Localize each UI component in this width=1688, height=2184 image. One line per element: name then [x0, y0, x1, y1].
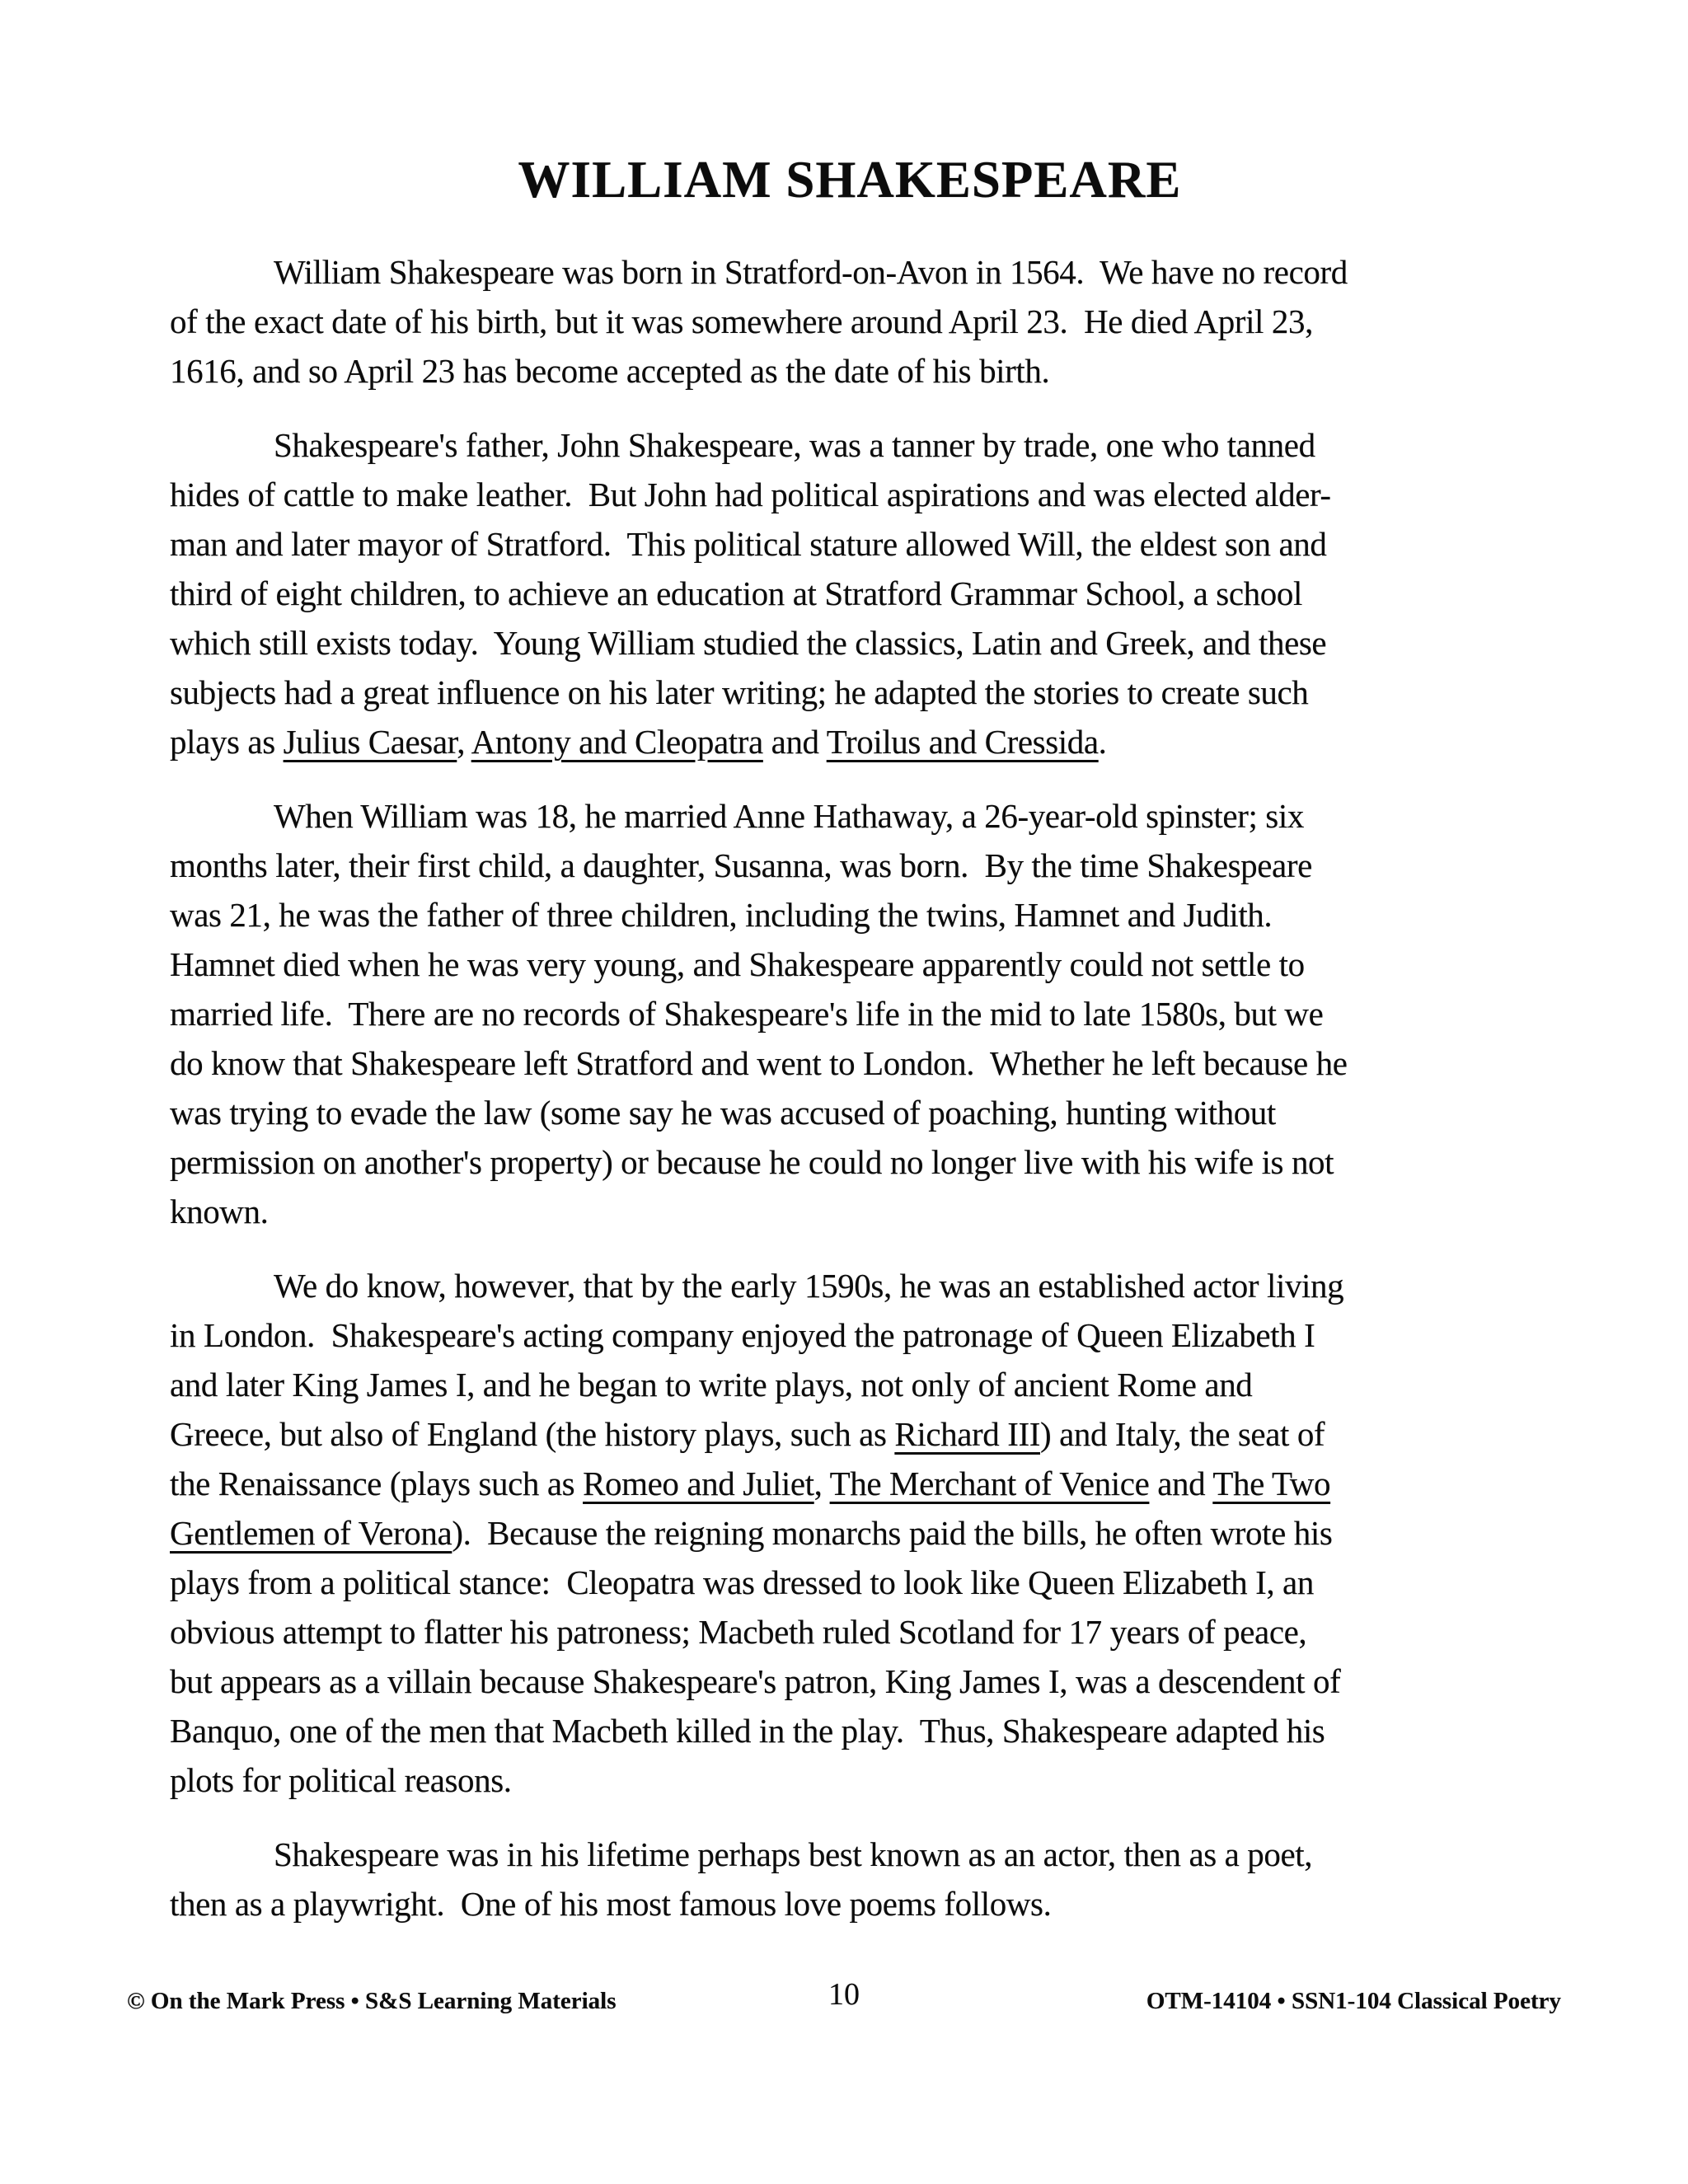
text-segment: hides of cattle to make leather. But John had political aspirations and was elected alder-: [170, 476, 1331, 513]
text-line: [170, 1187, 1571, 1236]
text-segment: and later King James I, and he began to write plays, not only of ancient Rome and: [170, 1366, 1253, 1404]
text-segment: Hamnet died when he was very young, and Shakespeare apparently could not settle to: [170, 945, 1305, 983]
text-segment: obvious attempt to flatter his patroness; Macbeth ruled Scotland for 17 years of peace,: [170, 1613, 1307, 1651]
text-line: [170, 1088, 1571, 1137]
text-segment: Greece, but also of England (the history plays, such as: [170, 1415, 895, 1453]
text-segment: in London. Shakespeare's acting company enjoyed the patronage of Queen Elizabeth I: [170, 1316, 1315, 1354]
paragraph: [170, 247, 1571, 396]
underlined-play-title: Antony and Cleopatra: [471, 723, 763, 761]
text-segment: of the exact date of his birth, but it was somewhere around April 23. He died April 23,: [170, 302, 1313, 340]
text-segment: We do know, however, that by the early 1590s, he was an established actor living: [274, 1267, 1344, 1305]
underlined-play-title: Troilus and Cressida: [826, 723, 1099, 761]
text-segment: ) and Italy, the seat of: [1039, 1415, 1325, 1453]
text-segment: months later, their first child, a daughter, Susanna, was born. By the time Shakespeare: [170, 846, 1312, 884]
text-segment: then as a playwright. One of his most famous love poems follows.: [170, 1885, 1052, 1923]
text-segment: Shakespeare was in his lifetime perhaps best known as an actor, then as a poet,: [274, 1835, 1313, 1873]
text-segment: Shakespeare's father, John Shakespeare, was a tanner by trade, one who tanned: [274, 426, 1315, 464]
text-line: [170, 1657, 1571, 1706]
text-segment: When William was 18, he married Anne Hathaway, a 26-year-old spinster; six: [274, 797, 1304, 835]
text-segment: plays as: [170, 723, 284, 761]
text-segment: ). Because the reigning monarchs paid the bills, he often wrote his: [452, 1514, 1333, 1552]
paragraph: [170, 1830, 1571, 1929]
text-line: [170, 1607, 1571, 1657]
text-segment: 1616, and so April 23 has become accepted as the date of his birth.: [170, 352, 1050, 390]
text-line: [170, 989, 1571, 1038]
text-segment: known.: [170, 1193, 269, 1230]
text-segment: the Renaissance (plays such as: [170, 1465, 584, 1502]
text-line: [170, 1409, 1571, 1459]
page-number: 10: [828, 1977, 860, 2012]
text-line: [170, 841, 1571, 890]
underlined-play-title: Gentlemen of Verona: [170, 1514, 452, 1552]
underlined-play-title: The Merchant of Venice: [829, 1465, 1150, 1502]
text-segment: third of eight children, to achieve an education at Stratford Grammar School, a school: [170, 574, 1302, 612]
footer-publisher: © On the Mark Press • S&S Learning Materials: [127, 1988, 617, 2014]
text-line: [170, 1706, 1571, 1755]
text-segment: which still exists today. Young William studied the classics, Latin and Greek, and these: [170, 624, 1327, 662]
text-line: [170, 470, 1571, 519]
text-line: [170, 247, 1571, 297]
text-segment: subjects had a great influence on his later writing; he adapted the stories to create such: [170, 673, 1309, 711]
text-segment: plots for political reasons.: [170, 1761, 512, 1799]
text-line: [170, 1459, 1571, 1508]
text-segment: and: [762, 723, 827, 761]
text-line: [170, 569, 1571, 618]
text-segment: do know that Shakespeare left Stratford and went to London. Whether he left because he: [170, 1044, 1348, 1082]
footer-catalog-code: OTM-14104 • SSN1-104 Classical Poetry: [1146, 1988, 1561, 2014]
page-footer: [0, 1977, 1688, 2018]
paragraph: [170, 420, 1571, 766]
text-line: [170, 717, 1571, 766]
text-segment: was 21, he was the father of three children, including the twins, Hamnet and Judith.: [170, 896, 1273, 934]
underlined-play-title: Richard III: [894, 1415, 1040, 1453]
text-line: [170, 1137, 1571, 1187]
text-line: [170, 1879, 1571, 1929]
text-line: [170, 297, 1571, 346]
text-segment: ,: [457, 723, 471, 761]
text-line: [170, 940, 1571, 989]
text-line: [170, 1830, 1571, 1879]
text-line: [170, 1310, 1571, 1360]
text-line: [170, 1261, 1571, 1310]
text-segment: but appears as a villain because Shakespeare's patron, King James I, was a descendent of: [170, 1662, 1341, 1700]
text-segment: married life. There are no records of Shakespeare's life in the mid to late 1580s, but we: [170, 995, 1324, 1033]
text-segment: ,: [814, 1465, 830, 1502]
text-segment: and: [1149, 1465, 1213, 1502]
text-line: [170, 668, 1571, 717]
text-line: [170, 1508, 1571, 1558]
text-segment: plays from a political stance: Cleopatra was dressed to look like Queen Elizabeth I, an: [170, 1563, 1314, 1601]
paragraph: [170, 791, 1571, 1236]
page-title: WILLIAM SHAKESPEARE: [518, 151, 1182, 209]
paragraph: [170, 1261, 1571, 1805]
text-line: [170, 346, 1571, 396]
text-segment: Banquo, one of the men that Macbeth killed in the play. Thus, Shakespeare adapted his: [170, 1712, 1325, 1750]
text-line: [170, 791, 1571, 841]
text-line: [170, 1038, 1571, 1088]
text-line: [170, 1360, 1571, 1409]
text-line: [170, 1755, 1571, 1805]
text-line: [170, 890, 1571, 940]
document-body: [170, 247, 1571, 1953]
text-segment: was trying to evade the law (some say he was accused of poaching, hunting without: [170, 1094, 1276, 1132]
text-line: [170, 1558, 1571, 1607]
text-segment: William Shakespeare was born in Stratford-on-Avon in 1564. We have no record: [274, 253, 1348, 291]
underlined-play-title: The Two: [1212, 1465, 1331, 1502]
text-line: [170, 420, 1571, 470]
text-segment: man and later mayor of Stratford. This political stature allowed Will, the eldest son and: [170, 525, 1327, 563]
text-line: [170, 519, 1571, 569]
underlined-play-title: Julius Caesar: [283, 723, 457, 761]
text-line: [170, 618, 1571, 668]
text-segment: .: [1098, 723, 1107, 761]
text-segment: permission on another's property) or because he could no longer live with his wife is not: [170, 1143, 1334, 1181]
underlined-play-title: Romeo and Juliet: [583, 1465, 814, 1502]
